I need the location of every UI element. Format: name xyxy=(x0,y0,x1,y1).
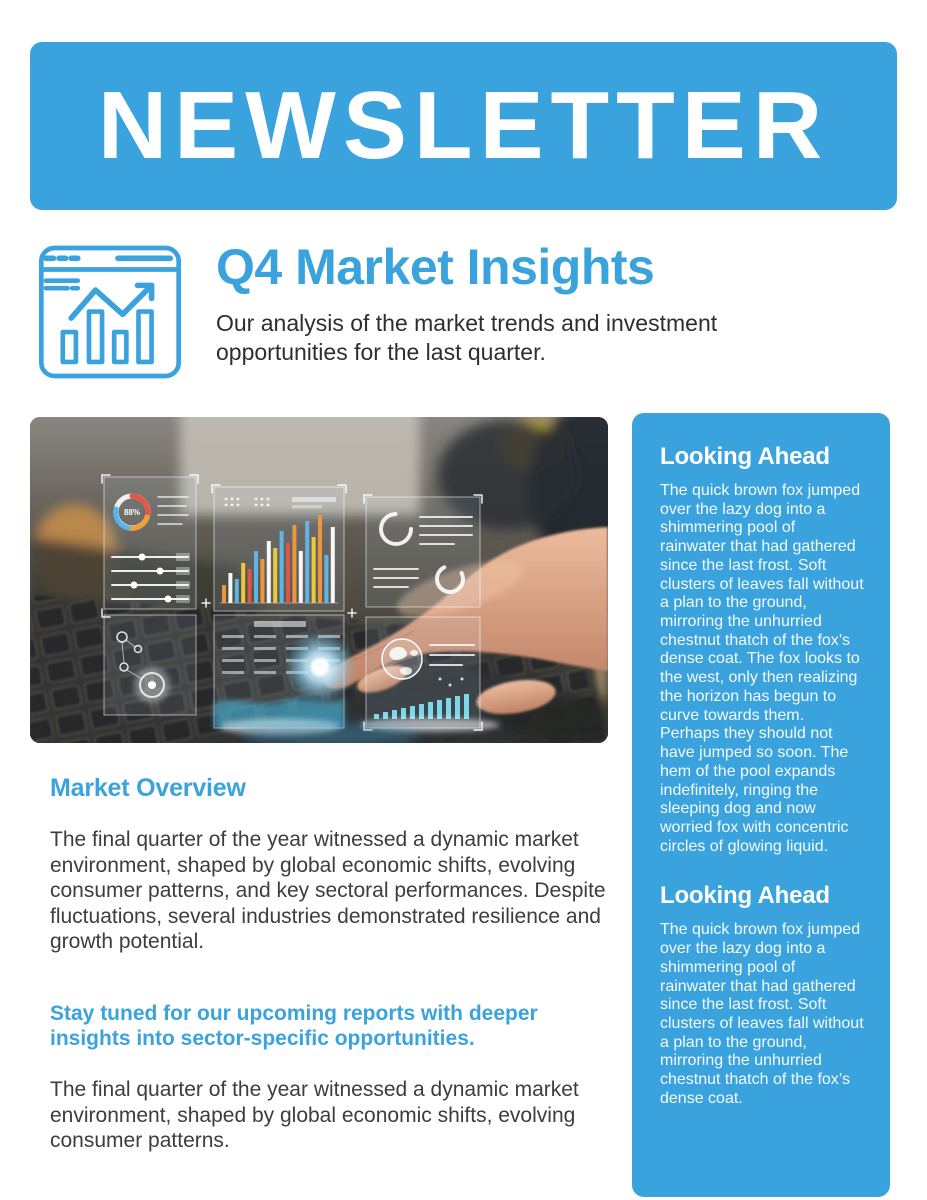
stay-tuned-callout: Stay tuned for our upcoming reports with deeper insights into sector-specific opportunities. xyxy=(50,1002,538,1051)
donut-percentage-label: 88% xyxy=(123,508,141,517)
rings-panel xyxy=(366,497,480,607)
sidebar-heading-1: Looking Ahead xyxy=(660,443,830,470)
donut-slider-panel xyxy=(104,477,196,609)
market-overview-heading: Market Overview xyxy=(50,774,246,802)
feature-title: Q4 Market Insights xyxy=(216,239,655,295)
sidebar-body-1: The quick brown fox jumped over the lazy dog into a shimmering pool of rainwater that had gathered since the last frost. Soft clusters of leaves fall without a plan to the ground, mirroring the unhurried chestnut thatch of the fox’s dense coat. The fox looks to the west, only then realizing the horizon has begun to curve towards them. Perhaps they should not have jumped so soon. The hem of the pool expands indefinitely, ringing the sleeping dog and now worried fox with concentric circles of glowing liquid. xyxy=(660,482,864,855)
sidebar-heading-2: Looking Ahead xyxy=(660,882,830,910)
looking-ahead-sidebar xyxy=(632,413,890,1197)
globe-panel xyxy=(360,617,500,732)
feature-subtitle: Our analysis of the market trends and investment opportunities for the last quarter. xyxy=(216,310,718,366)
feature-text xyxy=(216,238,816,386)
feature-header xyxy=(32,238,816,386)
network-panel xyxy=(104,615,196,715)
newsletter-title: NEWSLETTER xyxy=(97,72,830,179)
sidebar-body-2: The quick brown fox jumped over the lazy dog into a shimmering pool of rainwater that had gathered since the last frost. Soft clusters of leaves fall without a plan to the ground, mirroring the unhurried chestnut thatch of the fox’s dense coat. xyxy=(660,921,864,1107)
closing-paragraph: The final quarter of the year witnessed a dynamic market environment, shaped by global economic shifts, evolving consumer patterns. xyxy=(50,1078,579,1153)
market-analytics-photo xyxy=(30,417,608,743)
analytics-window-icon xyxy=(32,238,188,386)
bar-chart-panel xyxy=(214,487,344,611)
market-overview-paragraph: The final quarter of the year witnessed a dynamic market environment, shaped by global economic shifts, evolving consumer patterns, and key sectoral performances. Despite fluctuations, several industries demonstrated resilience and growth potential. xyxy=(50,828,606,954)
newsletter-banner xyxy=(30,42,897,210)
sidebar-section-2 xyxy=(660,882,864,1108)
sidebar-section-1 xyxy=(660,443,864,856)
